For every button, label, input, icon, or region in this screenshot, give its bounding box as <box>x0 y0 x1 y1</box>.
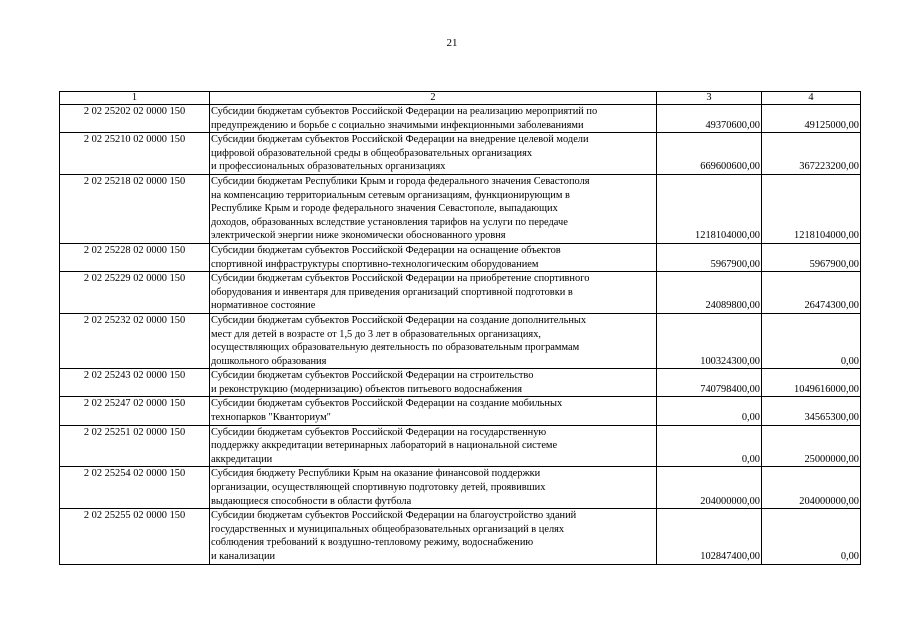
description-cell: Субсидии бюджетам субъектов Российской Федерации на приобретение спортивного оборудования и инвентаря для приведения организаций спортивной подготовки в нормативное состояние <box>210 272 657 314</box>
table-row <box>60 105 861 133</box>
table-row <box>60 272 861 314</box>
description-cell: Субсидии бюджетам субъектов Российской Федерации на строительство и реконструкцию (модернизацию) объектов питьевого водоснабжения <box>210 369 657 397</box>
amount-col4-cell: 1218104000,00 <box>762 174 861 243</box>
table-row <box>60 243 861 271</box>
table-row <box>60 397 861 425</box>
table-row <box>60 509 861 564</box>
table-row <box>60 425 861 467</box>
description-cell: Субсидии бюджетам субъектов Российской Федерации на государственную поддержку аккредитации ветеринарных лабораторий в национальной системе аккредитации <box>210 425 657 467</box>
amount-col4-cell: 0,00 <box>762 509 861 564</box>
amount-col3-cell: 0,00 <box>657 425 762 467</box>
code-cell: 2 02 25202 02 0000 150 <box>60 105 210 133</box>
amount-col3-cell: 100324300,00 <box>657 313 762 368</box>
code-cell: 2 02 25247 02 0000 150 <box>60 397 210 425</box>
page-number: 21 <box>446 37 458 49</box>
code-cell: 2 02 25228 02 0000 150 <box>60 243 210 271</box>
amount-col4-cell: 49125000,00 <box>762 105 861 133</box>
amount-col3-cell: 1218104000,00 <box>657 174 762 243</box>
amount-col4-cell: 25000000,00 <box>762 425 861 467</box>
column-header-2: 2 <box>210 92 657 105</box>
amount-col4-cell: 34565300,00 <box>762 397 861 425</box>
description-cell: Субсидии бюджетам субъектов Российской Федерации на создание мобильных технопарков "Кванториум" <box>210 397 657 425</box>
amount-col3-cell: 49370600,00 <box>657 105 762 133</box>
code-cell: 2 02 25210 02 0000 150 <box>60 133 210 175</box>
description-cell: Субсидии бюджетам субъектов Российской Федерации на создание дополнительных мест для детей в возрасте от 1,5 до 3 лет в образовательных организациях, осуществляющих образовательную деятельность по образовательным программам дошкольного образования <box>210 313 657 368</box>
amount-col4-cell: 1049616000,00 <box>762 369 861 397</box>
amount-col3-cell: 740798400,00 <box>657 369 762 397</box>
amount-col3-cell: 24089800,00 <box>657 272 762 314</box>
column-header-1: 1 <box>60 92 210 105</box>
amount-col4-cell: 0,00 <box>762 313 861 368</box>
amount-col4-cell: 5967900,00 <box>762 243 861 271</box>
amount-col4-cell: 26474300,00 <box>762 272 861 314</box>
header-row <box>60 92 861 105</box>
amount-col3-cell: 669600600,00 <box>657 133 762 175</box>
code-cell: 2 02 25255 02 0000 150 <box>60 509 210 564</box>
table-row <box>60 133 861 175</box>
amount-col3-cell: 204000000,00 <box>657 467 762 509</box>
description-cell: Субсидии бюджетам субъектов Российской Федерации на реализацию мероприятий по предупреждению и борьбе с социально значимыми инфекционными заболеваниями <box>210 105 657 133</box>
code-cell: 2 02 25254 02 0000 150 <box>60 467 210 509</box>
amount-col3-cell: 102847400,00 <box>657 509 762 564</box>
table-row <box>60 313 861 368</box>
table-row <box>60 174 861 243</box>
code-cell: 2 02 25218 02 0000 150 <box>60 174 210 243</box>
description-cell: Субсидия бюджету Республики Крым на оказание финансовой поддержки организации, осуществляющей спортивную подготовку детей, проявивших выдающиеся способности в области футбола <box>210 467 657 509</box>
code-cell: 2 02 25243 02 0000 150 <box>60 369 210 397</box>
code-cell: 2 02 25232 02 0000 150 <box>60 313 210 368</box>
code-cell: 2 02 25229 02 0000 150 <box>60 272 210 314</box>
description-cell: Субсидии бюджетам субъектов Российской Федерации на оснащение объектов спортивной инфраструктуры спортивно-технологическим оборудованием <box>210 243 657 271</box>
amount-col4-cell: 204000000,00 <box>762 467 861 509</box>
budget-table <box>59 91 861 565</box>
amount-col4-cell: 367223200,00 <box>762 133 861 175</box>
table-row <box>60 467 861 509</box>
description-cell: Субсидии бюджетам Республики Крым и города федерального значения Севастополя на компенсацию территориальным сетевым организациям, функционирующим в Республике Крым и городе федерального значения Севастополе, выпадающих доходов, образованных вследствие установления тарифов на услуги по передаче электрической энергии ниже экономически обоснованного уровня <box>210 174 657 243</box>
table-row <box>60 369 861 397</box>
description-cell: Субсидии бюджетам субъектов Российской Федерации на внедрение целевой модели цифровой образовательной среды в общеобразовательных организациях и профессиональных образовательных организациях <box>210 133 657 175</box>
description-cell: Субсидии бюджетам субъектов Российской Федерации на благоустройство зданий государственных и муниципальных общеобразовательных организаций в целях соблюдения требований к воздушно-тепловому режиму, водоснабжению и канализации <box>210 509 657 564</box>
column-header-4: 4 <box>762 92 861 105</box>
table-body <box>60 92 861 565</box>
amount-col3-cell: 5967900,00 <box>657 243 762 271</box>
column-header-3: 3 <box>657 92 762 105</box>
amount-col3-cell: 0,00 <box>657 397 762 425</box>
code-cell: 2 02 25251 02 0000 150 <box>60 425 210 467</box>
